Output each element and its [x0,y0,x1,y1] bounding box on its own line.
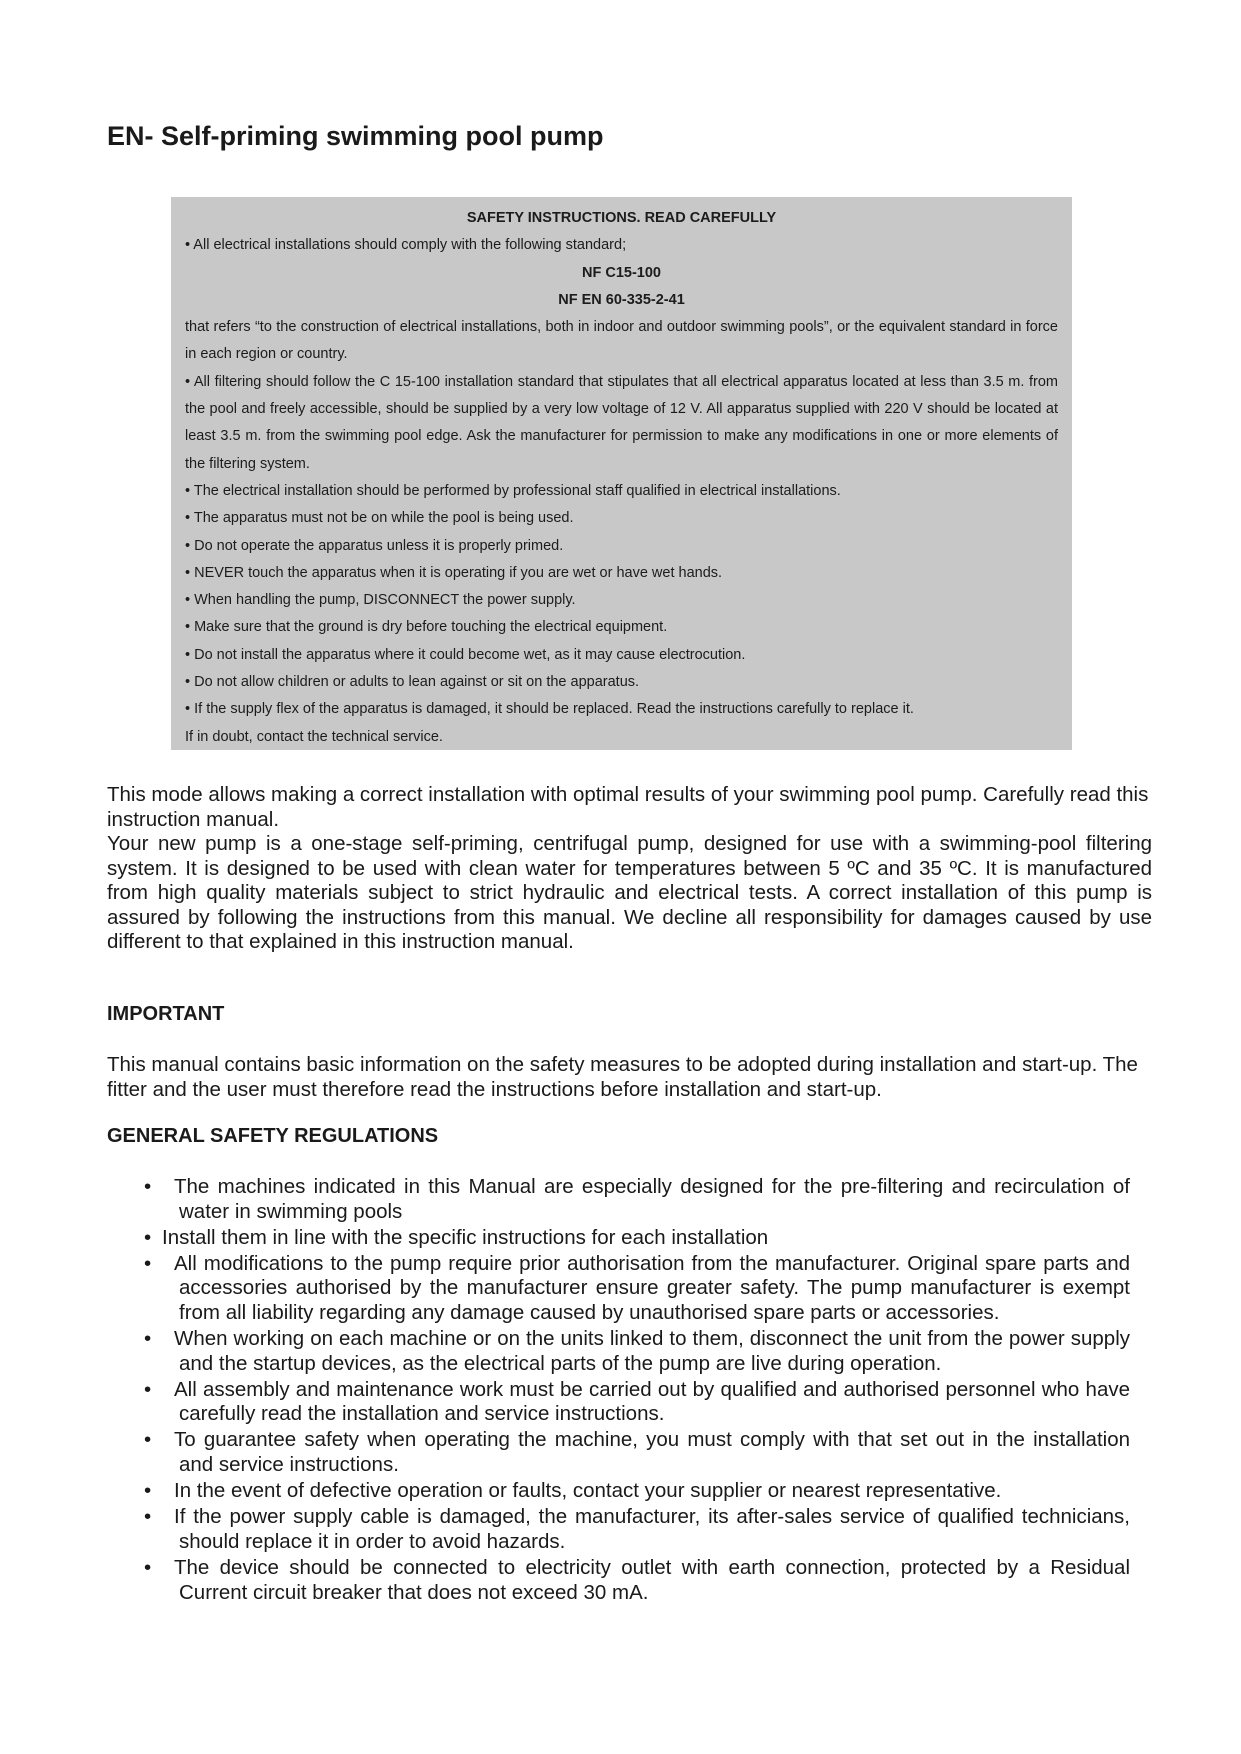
safety-box-item: • When handling the pump, DISCONNECT the power supply. [185,592,576,609]
bullet: • [144,1555,152,1579]
list-item-text: To guarantee safety when operating the machine, you must comply with that set out in the installation and service instructions. [174,1428,1130,1477]
safety-instructions-box [171,197,1072,750]
list-item-text: In the event of defective operation or faults, contact your supplier or nearest representative. [174,1479,1002,1503]
safety-box-item: • The electrical installation should be performed by professional staff qualified in electrical installations. [185,482,841,499]
list-item-text: All assembly and maintenance work must be carried out by qualified and authorised personnel who have carefully read the installation and service instructions. [174,1377,1130,1426]
list-item [140,1175,1130,1224]
list-item-text: Install them in line with the specific instructions for each installation [162,1225,769,1249]
page-title: EN- Self-priming swimming pool pump [107,121,604,151]
list-item [140,1479,1130,1504]
bullet: • [144,1428,152,1452]
list-item-text: All modifications to the pump require prior authorisation from the manufacturer. Original spare parts and accessories authorised by the manufacturer ensure greater safety. The pump manufacturer is exempt from all liability regarding any damage caused by unauthorised spare parts or accessories. [174,1251,1130,1324]
general-safety-list [140,1175,1130,1607]
important-paragraph: This manual contains basic information on the safety measures to be adopted during installation and start-up. The fitter and the user must therefore read the instructions before installation and start-up. [107,1053,1138,1101]
bullet: • [144,1505,152,1529]
list-item-text: If the power supply cable is damaged, the manufacturer, its after-sales service of qualified technicians, should replace it in order to avoid hazards. [174,1505,1130,1553]
list-item [140,1428,1130,1477]
list-item [140,1505,1130,1554]
bullet: • [144,1377,152,1401]
safety-box-item: • If the supply flex of the apparatus is damaged, it should be replaced. Read the instructions carefully to replace it. [185,701,914,718]
list-item-text: The machines indicated in this Manual are especially designed for the pre-filtering and recirculation of water in swimming pools [174,1175,1130,1223]
bullet: • [144,1251,152,1275]
list-item-text: When working on each machine or on the units linked to them, disconnect the unit from the power supply and the startup devices, as the electrical parts of the pump are live during operation. [174,1327,1130,1375]
safety-box-item: • The apparatus must not be on while the pool is being used. [185,510,574,527]
safety-box-line: • All electrical installations should comply with the following standard; [185,237,627,254]
bullet: • [144,1225,152,1249]
intro-section [107,783,1152,955]
safety-box-paragraph: • All filtering should follow the C 15-100 installation standard that stipulates that all electrical apparatus located at less than 3.5 m. from the pool and freely accessible, should be supplied by a very low voltage of 12 V. All apparatus supplied with 220 V should be located at least 3.5 m. from the swimming pool edge. Ask the manufacturer for permission to make any modifications in one or more elements of the filtering system. [185,373,1058,472]
safety-box-item: • Do not operate the apparatus unless it is properly primed. [185,537,564,554]
bullet: • [144,1479,152,1503]
important-heading: IMPORTANT [107,1003,225,1025]
safety-box-item: • Do not install the apparatus where it could become wet, as it may cause electrocution. [185,646,746,663]
safety-box-paragraph: that refers “to the construction of electrical installations, both in indoor and outdoor swimming pools”, or the equivalent standard in force in each region or country. [185,319,1058,363]
bullet: • [144,1327,152,1351]
intro-paragraph: This mode allows making a correct installation with optimal results of your swimming pool pump. Carefully read this instruction manual. [107,783,1149,831]
safety-box-heading: SAFETY INSTRUCTIONS. READ CAREFULLY [466,210,777,226]
safety-box-item: • NEVER touch the apparatus when it is operating if you are wet or have wet hands. [185,564,723,581]
list-item [140,1252,1130,1326]
standard-nf-c15-100: NF C15-100 [582,264,661,281]
list-item [140,1226,1130,1251]
bullet: • [144,1175,152,1198]
list-item [140,1378,1130,1427]
safety-box-item: • Do not allow children or adults to lean against or sit on the apparatus. [185,674,640,691]
intro-paragraph: Your new pump is a one-stage self-priming, centrifugal pump, designed for use with a swimming-pool filtering system. It is designed to be used with clean water for temperatures between 5 ºC and 35 ºC. It is manufactured from high quality materials subject to strict hydraulic and electrical tests. A correct installation of this pump is assured by following the instructions from this manual. We decline all responsibility for damages caused by use different to that explained in this instruction manual. [107,832,1152,953]
safety-box-item: • Make sure that the ground is dry before touching the electrical equipment. [185,619,668,636]
list-item-text: The device should be connected to electricity outlet with earth connection, protected by a Residual Current circuit breaker that does not exceed 30 mA. [174,1555,1130,1604]
list-item [140,1556,1130,1605]
general-safety-heading: GENERAL SAFETY REGULATIONS [107,1125,439,1147]
standard-nf-en-60-335: NF EN 60-335-2-41 [558,291,685,308]
list-item [140,1327,1130,1376]
safety-box-footer: If in doubt, contact the technical service. [185,728,443,745]
